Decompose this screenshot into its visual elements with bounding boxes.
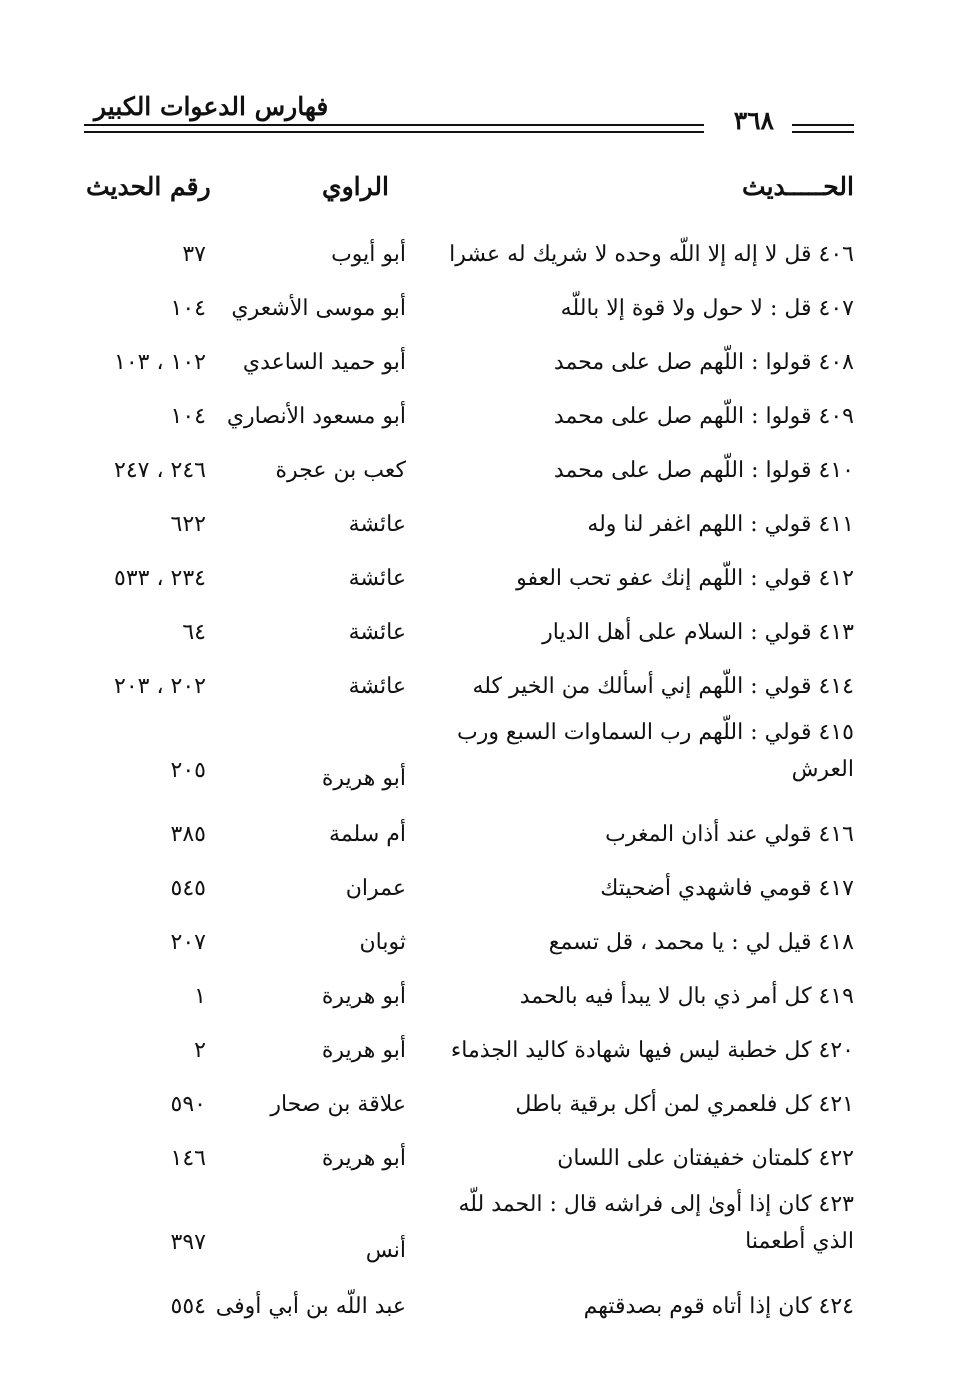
table-row <box>0 442 954 496</box>
table-row <box>0 334 954 388</box>
hadith-text: ٤٠٦ قل لا إله إلا اللّه وحده لا شريك له عشرا <box>449 242 854 267</box>
hadith-number: ١٠٤ <box>170 296 206 321</box>
hadith-number: ٣٩٧ <box>170 1230 206 1255</box>
narrator-name: عائشة <box>348 512 406 537</box>
narrator-name: عائشة <box>348 620 406 645</box>
hadith-text: ٤٠٨ قولوا : اللّهم صل على محمد <box>553 350 854 375</box>
header-rule-short-top <box>792 124 854 126</box>
header-rule-top <box>84 124 704 126</box>
hadith-number: ٥٥٤ <box>170 1294 206 1319</box>
hadith-number: ٥٩٠ <box>170 1092 206 1117</box>
hadith-text: ٤١٦ قولي عند أذان المغرب <box>605 822 854 847</box>
hadith-text: ٤١٩ كل أمر ذي بال لا يبدأ فيه بالحمد <box>519 984 854 1009</box>
narrator-name: أبو هريرة <box>321 984 406 1009</box>
hadith-number: ٢٠٧ <box>170 930 206 955</box>
page-number: ٣٦٨ <box>733 106 774 135</box>
table-row <box>0 604 954 658</box>
narrator-name: أبو أيوب <box>331 242 406 267</box>
hadith-text: ٤١٢ قولي : اللّهم إنك عفو تحب العفو <box>516 566 854 591</box>
table-row <box>0 914 954 968</box>
table-row <box>0 280 954 334</box>
hadith-number: ١٤٦ <box>170 1146 206 1171</box>
table-row <box>0 1130 954 1184</box>
narrator-name: كعب بن عجرة <box>275 458 406 483</box>
table-row <box>0 968 954 1022</box>
hadith-text: ٤١٣ قولي : السلام على أهل الديار <box>542 620 854 645</box>
table-row <box>0 1076 954 1130</box>
hadith-number: ٣٧ <box>182 242 206 267</box>
hadith-number: ٢٣٤ ، ٥٣٣ <box>114 566 206 591</box>
hadith-number: ١٠٢ ، ١٠٣ <box>114 350 206 375</box>
narrator-name: أبو هريرة <box>321 766 406 791</box>
hadith-text: ٤٢٤ كان إذا أتاه قوم بصدقتهم <box>583 1294 854 1319</box>
hadith-text: ٤٠٧ قل : لا حول ولا قوة إلا باللّه <box>560 296 854 321</box>
header-rule-bottom <box>84 131 704 133</box>
narrator-name: أبو موسى الأشعري <box>231 296 406 321</box>
hadith-text: ٤١٤ قولي : اللّهم إني أسألك من الخير كله <box>472 674 854 699</box>
hadith-text: ٤١٥ قولي : اللّهم رب السماوات السبع ورب العرش <box>456 720 854 782</box>
hadith-text: ٤١٠ قولوا : اللّهم صل على محمد <box>553 458 854 483</box>
table-row <box>0 806 954 860</box>
header-rule-short-bottom <box>792 131 854 133</box>
hadith-text: ٤٢٣ كان إذا أوىٰ إلى فراشه قال : الحمد للّه الذي أطعمنا <box>458 1192 854 1254</box>
table-row <box>0 496 954 550</box>
hadith-text: ٤١٧ قومي فاشهدي أضحيتك <box>600 876 854 901</box>
column-header-narrator: الراوي <box>322 172 389 201</box>
hadith-number: ٣٨٥ <box>170 822 206 847</box>
hadith-text: ٤٢٢ كلمتان خفيفتان على اللسان <box>557 1146 854 1171</box>
hadith-number: ٢٤٦ ، ٢٤٧ <box>114 458 206 483</box>
index-table <box>0 226 954 1332</box>
hadith-text: ٤١١ قولي : اللهم اغفر لنا وله <box>587 512 854 537</box>
narrator-name: عبد اللّه بن أبي أوفى <box>215 1294 406 1319</box>
table-row <box>0 658 954 712</box>
hadith-number: ٢ <box>194 1038 206 1063</box>
hadith-number: ٢٠٥ <box>170 758 206 783</box>
hadith-number: ٢٠٢ ، ٢٠٣ <box>114 674 206 699</box>
book-title: فهارس الدعوات الكبير <box>94 92 329 121</box>
table-row <box>0 860 954 914</box>
table-row <box>0 1278 954 1332</box>
table-row <box>0 712 954 806</box>
hadith-number: ١ <box>194 984 206 1009</box>
narrator-name: عائشة <box>348 674 406 699</box>
table-row <box>0 1022 954 1076</box>
narrator-name: أنس <box>365 1238 406 1263</box>
narrator-name: أبو حميد الساعدي <box>242 350 406 375</box>
narrator-name: ثوبان <box>359 930 406 955</box>
narrator-name: أبو مسعود الأنصاري <box>226 404 406 429</box>
hadith-text: ٤٢٠ كل خطبة ليس فيها شهادة كاليد الجذماء <box>450 1038 854 1063</box>
narrator-name: علاقة بن صحار <box>270 1092 406 1117</box>
hadith-number: ٥٤٥ <box>170 876 206 901</box>
column-header-hadith: الحـــــديث <box>742 172 854 201</box>
narrator-name: أبو هريرة <box>321 1038 406 1063</box>
table-row <box>0 226 954 280</box>
narrator-name: أبو هريرة <box>321 1146 406 1171</box>
hadith-number: ٦٤ <box>182 620 206 645</box>
hadith-text: ٤٢١ كل فلعمري لمن أكل برقية باطل <box>515 1092 854 1117</box>
hadith-text: ٤١٨ قيل لي : يا محمد ، قل تسمع <box>548 930 854 955</box>
narrator-name: عمران <box>345 876 406 901</box>
narrator-name: عائشة <box>348 566 406 591</box>
running-header <box>84 92 854 136</box>
table-row <box>0 550 954 604</box>
column-header-number: رقم الحديث <box>86 172 211 201</box>
hadith-number: ١٠٤ <box>170 404 206 429</box>
table-row <box>0 1184 954 1278</box>
table-row <box>0 388 954 442</box>
hadith-number: ٦٢٢ <box>170 512 206 537</box>
hadith-text: ٤٠٩ قولوا : اللّهم صل على محمد <box>553 404 854 429</box>
narrator-name: أم سلمة <box>329 822 406 847</box>
